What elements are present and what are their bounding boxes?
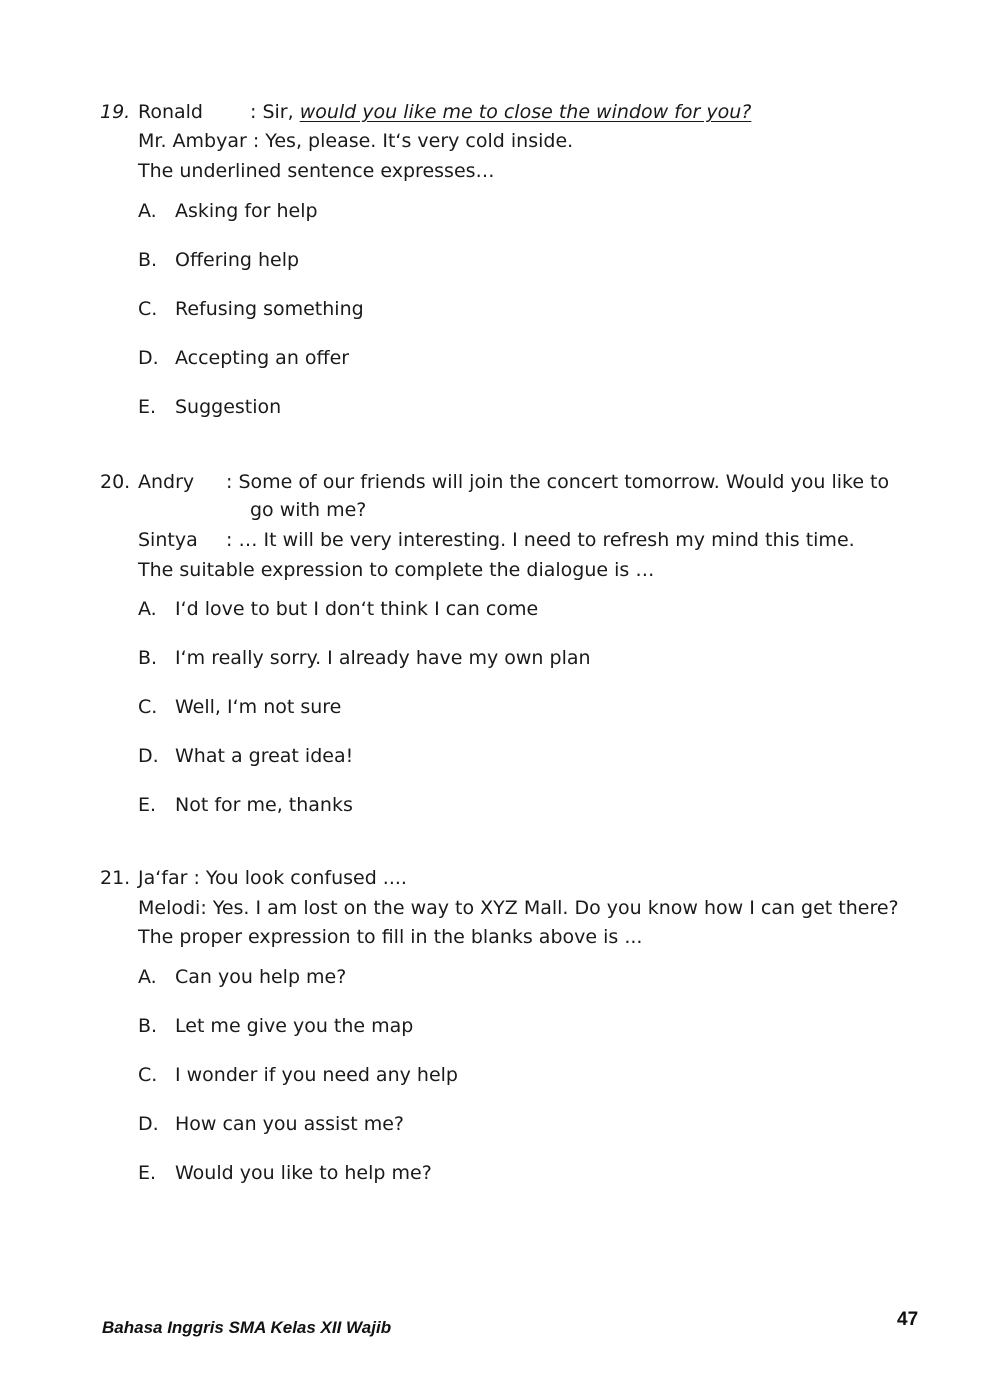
footer-book-title: Bahasa Inggris SMA Kelas XII Wajib	[102, 1318, 392, 1337]
speaker-name: Andry	[138, 471, 195, 493]
option-text: Well, I‘m not sure	[175, 696, 342, 718]
option-letter: B.	[138, 647, 158, 669]
dialogue-text: : Some of our friends will join the concert tomorrow. Would you like to	[226, 471, 890, 493]
dialogue-text: : Sir,	[250, 101, 294, 123]
option-c[interactable]	[138, 694, 341, 720]
option-e[interactable]	[138, 792, 353, 818]
option-e[interactable]	[138, 1160, 432, 1186]
option-text: Suggestion	[175, 396, 282, 418]
option-letter: B.	[138, 249, 158, 271]
question-number: 19.	[100, 101, 131, 123]
option-c[interactable]	[138, 1062, 458, 1088]
option-a[interactable]	[138, 198, 318, 224]
underlined-sentence: would you like me to close the window for you?	[299, 101, 752, 123]
option-letter: E.	[138, 794, 157, 816]
option-letter: A.	[138, 966, 157, 988]
speaker-name: Ronald	[138, 101, 203, 123]
option-text: Accepting an offer	[175, 347, 350, 369]
option-e[interactable]	[138, 394, 281, 420]
option-text: Asking for help	[175, 200, 318, 222]
option-letter: D.	[138, 745, 159, 767]
option-letter: D.	[138, 1113, 159, 1135]
option-letter: C.	[138, 298, 158, 320]
option-letter: E.	[138, 1162, 157, 1184]
option-a[interactable]	[138, 596, 538, 622]
option-letter: E.	[138, 396, 157, 418]
dialogue-text: go with me?	[250, 499, 367, 521]
option-text: Would you like to help me?	[175, 1162, 432, 1184]
option-text: Refusing something	[175, 298, 364, 320]
option-letter: B.	[138, 1015, 158, 1037]
option-letter: C.	[138, 696, 158, 718]
question-prompt: The underlined sentence expresses…	[138, 160, 495, 182]
option-b[interactable]	[138, 1013, 413, 1039]
option-text: Can you help me?	[175, 966, 347, 988]
option-d[interactable]	[138, 1111, 404, 1137]
question-prompt: The proper expression to fill in the blanks above is ...	[138, 926, 643, 948]
option-text: I‘m really sorry. I already have my own plan	[175, 647, 591, 669]
option-text: I wonder if you need any help	[175, 1064, 458, 1086]
option-d[interactable]	[138, 345, 349, 371]
dialogue-line	[250, 99, 751, 125]
dialogue-line: Mr. Ambyar : Yes, please. It‘s very cold inside.	[138, 130, 574, 152]
option-letter: A.	[138, 598, 157, 620]
option-text: Not for me, thanks	[175, 794, 353, 816]
option-letter: C.	[138, 1064, 158, 1086]
dialogue-line: Melodi: Yes. I am lost on the way to XYZ Mall. Do you know how I can get there?	[138, 897, 899, 919]
page-number: 47	[897, 1309, 919, 1330]
question-number: 20.	[100, 471, 131, 493]
option-d[interactable]	[138, 743, 353, 769]
option-text: Let me give you the map	[175, 1015, 414, 1037]
option-a[interactable]	[138, 964, 346, 990]
option-text: I‘d love to but I don‘t think I can come	[175, 598, 539, 620]
option-c[interactable]	[138, 296, 364, 322]
option-letter: A.	[138, 200, 157, 222]
dialogue-line: Ja‘far : You look confused ....	[138, 867, 407, 889]
dialogue-text: : … It will be very interesting. I need to refresh my mind this time.	[226, 529, 855, 551]
speaker-name: Sintya	[138, 529, 198, 551]
option-text: What a great idea!	[175, 745, 354, 767]
option-b[interactable]	[138, 645, 591, 671]
option-b[interactable]	[138, 247, 299, 273]
option-letter: D.	[138, 347, 159, 369]
question-number: 21.	[100, 867, 131, 889]
question-prompt: The suitable expression to complete the dialogue is …	[138, 559, 655, 581]
option-text: Offering help	[175, 249, 300, 271]
option-text: How can you assist me?	[175, 1113, 405, 1135]
